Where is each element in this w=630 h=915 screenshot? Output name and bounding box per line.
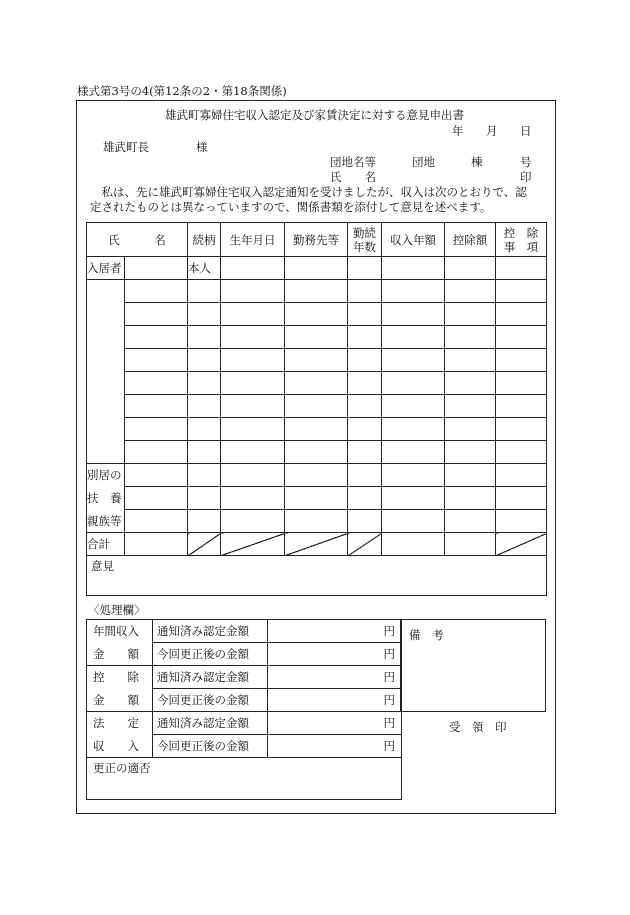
cell[interactable] (188, 349, 221, 372)
cell[interactable] (285, 280, 348, 303)
receipt-seal-label: 受 領 印 (449, 720, 507, 734)
body-line-2: 定されたものとは異なっていますので、関係書類を添付して意見を述べます。 (90, 200, 492, 214)
cell[interactable] (285, 326, 348, 349)
proc-mid: 通知済み認定金額 (153, 712, 268, 735)
cell[interactable] (496, 487, 547, 510)
proc-mid: 今回更正後の金額 (153, 643, 268, 666)
yen-unit: 円 (383, 739, 395, 753)
proc-amount[interactable] (268, 712, 402, 735)
cell[interactable] (221, 418, 285, 441)
cell[interactable] (382, 487, 445, 510)
tenure-cell[interactable] (348, 257, 382, 280)
cell[interactable] (348, 487, 382, 510)
date-day: 日 (520, 124, 532, 138)
table-row (87, 395, 547, 418)
resident-group-cell (87, 280, 125, 464)
cell[interactable] (382, 418, 445, 441)
cell[interactable] (125, 464, 188, 487)
processing-row (87, 620, 402, 643)
name-cell[interactable] (125, 257, 188, 280)
cell[interactable] (496, 418, 547, 441)
income-table (86, 222, 547, 596)
separate-label-1: 別居の (87, 464, 125, 487)
table-row (87, 326, 547, 349)
proc-left: 年間収入 (87, 620, 153, 643)
proc-left: 控 除 (87, 666, 153, 689)
processing-row (87, 735, 402, 758)
cell[interactable] (285, 349, 348, 372)
cell[interactable] (496, 464, 547, 487)
correction-cell[interactable] (87, 758, 402, 800)
cell[interactable] (348, 464, 382, 487)
yen-unit: 円 (383, 670, 395, 684)
header-deduction-items-2: 事 項 (503, 239, 539, 254)
cell[interactable] (221, 464, 285, 487)
cell[interactable] (496, 280, 547, 303)
table-row (87, 257, 547, 280)
addressee: 雄武町長 (103, 140, 149, 154)
cell[interactable] (125, 349, 188, 372)
cell[interactable] (221, 280, 285, 303)
cell[interactable] (496, 395, 547, 418)
work-cell[interactable] (285, 257, 348, 280)
table-row (87, 418, 547, 441)
header-row (87, 223, 547, 257)
cell[interactable] (445, 372, 496, 395)
header-workplace: 勤務先等 (285, 223, 348, 257)
danchi-label: 団地名等 (330, 155, 376, 169)
cell[interactable] (221, 349, 285, 372)
header-tenure-1: 勤続 (353, 225, 376, 240)
cell[interactable] (221, 326, 285, 349)
table-row (87, 510, 547, 533)
cell[interactable] (285, 441, 348, 464)
proc-amount[interactable] (268, 735, 402, 758)
cell[interactable] (445, 326, 496, 349)
cell[interactable] (348, 372, 382, 395)
opinion-cell[interactable] (87, 556, 547, 596)
total-label: 合計 (87, 533, 125, 556)
addressee-sama: 様 (196, 140, 208, 154)
table-row (87, 487, 547, 510)
resident-label: 入居者 (87, 257, 125, 280)
cell[interactable] (496, 303, 547, 326)
cell[interactable] (125, 303, 188, 326)
cell[interactable] (496, 510, 547, 533)
cell[interactable] (445, 418, 496, 441)
body-line-1: 私は、先に雄武町寡婦住宅収入認定通知を受けましたが、収入は次のとおりで、認 (90, 185, 527, 199)
cell[interactable] (445, 280, 496, 303)
cell[interactable] (285, 395, 348, 418)
diagonal-cell (348, 533, 382, 556)
opinion-label: 意見 (91, 559, 114, 573)
header-name: 氏 名 (87, 223, 188, 257)
table-row (87, 372, 547, 395)
cell[interactable] (445, 487, 496, 510)
header-annual-income: 収入年額 (382, 223, 445, 257)
seal-mark: 印 (520, 170, 532, 184)
header-deduction: 控除額 (445, 223, 496, 257)
table-row (87, 441, 547, 464)
proc-amount[interactable] (268, 689, 402, 712)
processing-table (86, 619, 402, 800)
proc-mid: 今回更正後の金額 (153, 689, 268, 712)
cell[interactable] (125, 372, 188, 395)
proc-amount[interactable] (268, 643, 402, 666)
cell[interactable] (348, 303, 382, 326)
date-month: 月 (486, 124, 498, 138)
total-deduction-cell[interactable] (445, 533, 496, 556)
cell[interactable] (188, 464, 221, 487)
cell[interactable] (188, 372, 221, 395)
cell[interactable] (496, 372, 547, 395)
processing-row (87, 689, 402, 712)
cell[interactable] (188, 326, 221, 349)
self-label: 本人 (188, 257, 221, 280)
cell[interactable] (445, 464, 496, 487)
cell[interactable] (348, 395, 382, 418)
cell[interactable] (445, 441, 496, 464)
header-relation: 続柄 (188, 223, 221, 257)
cell[interactable] (348, 349, 382, 372)
opinion-row (87, 556, 547, 596)
processing-row (87, 712, 402, 735)
proc-amount[interactable] (268, 666, 402, 689)
cell[interactable] (445, 349, 496, 372)
cell[interactable] (496, 441, 547, 464)
processing-row (87, 643, 402, 666)
header-tenure (348, 223, 382, 257)
header-birthdate: 生年月日 (221, 223, 285, 257)
cell[interactable] (496, 326, 547, 349)
cell[interactable] (382, 395, 445, 418)
cell[interactable] (188, 510, 221, 533)
proc-left: 収 入 (87, 735, 153, 758)
cell[interactable] (221, 395, 285, 418)
cell[interactable] (188, 441, 221, 464)
cell[interactable] (188, 280, 221, 303)
processing-label: 〈処理欄〉 (88, 603, 146, 617)
cell[interactable] (125, 395, 188, 418)
table-row (87, 303, 547, 326)
proc-amount[interactable] (268, 620, 402, 643)
cell[interactable] (221, 372, 285, 395)
cell[interactable] (382, 303, 445, 326)
proc-left: 金 額 (87, 643, 153, 666)
table-row (87, 280, 547, 303)
diagonal-cell (285, 533, 348, 556)
cell[interactable] (348, 280, 382, 303)
correction-label: 更正の適否 (93, 761, 151, 775)
processing-row (87, 666, 402, 689)
diagonal-cell (188, 533, 221, 556)
cell[interactable] (221, 487, 285, 510)
cell[interactable] (285, 372, 348, 395)
remarks-box[interactable] (400, 619, 546, 712)
cell[interactable] (221, 441, 285, 464)
yen-unit: 円 (383, 624, 395, 638)
cell[interactable] (125, 326, 188, 349)
date-year: 年 (452, 124, 464, 138)
proc-left: 金 額 (87, 689, 153, 712)
yen-unit: 円 (383, 647, 395, 661)
cell[interactable] (125, 280, 188, 303)
cell[interactable] (382, 326, 445, 349)
cell[interactable] (382, 349, 445, 372)
cell[interactable] (285, 510, 348, 533)
diagonal-cell (496, 533, 547, 556)
proc-left: 法 定 (87, 712, 153, 735)
proc-mid: 通知済み認定金額 (153, 620, 268, 643)
separate-label-3: 親族等 (87, 510, 125, 533)
cell[interactable] (382, 441, 445, 464)
deduction-cell[interactable] (445, 257, 496, 280)
cell[interactable] (382, 464, 445, 487)
cell[interactable] (125, 441, 188, 464)
total-row (87, 533, 547, 556)
income-cell[interactable] (382, 257, 445, 280)
cell[interactable] (285, 464, 348, 487)
cell[interactable] (285, 418, 348, 441)
cell[interactable] (348, 441, 382, 464)
to-word: 棟 (471, 155, 483, 169)
yen-unit: 円 (383, 693, 395, 707)
cell[interactable] (382, 372, 445, 395)
cell[interactable] (348, 418, 382, 441)
go-word: 号 (520, 155, 532, 169)
cell[interactable] (188, 395, 221, 418)
cell[interactable] (221, 303, 285, 326)
proc-mid: 今回更正後の金額 (153, 735, 268, 758)
cell[interactable] (188, 418, 221, 441)
header-deduction-items (496, 223, 547, 257)
form-number: 様式第3号の4(第12条の2・第18条関係) (77, 84, 287, 98)
header-deduction-items-1: 控 除 (503, 225, 539, 240)
cell[interactable] (188, 303, 221, 326)
separate-label-2: 扶 養 (87, 487, 125, 510)
cell[interactable] (285, 487, 348, 510)
cell[interactable] (445, 303, 496, 326)
diagonal-cell (221, 533, 285, 556)
remarks-label: 備 考 (409, 628, 444, 642)
yen-unit: 円 (383, 716, 395, 730)
header-tenure-2: 年数 (353, 239, 376, 254)
cell[interactable] (188, 487, 221, 510)
table-row (87, 464, 547, 487)
cell[interactable] (382, 280, 445, 303)
danchi-word: 団地 (412, 155, 435, 169)
form-title: 雄武町寡婦住宅収入認定及び家賃決定に対する意見申出書 (165, 108, 464, 122)
cell[interactable] (382, 510, 445, 533)
cell[interactable] (496, 349, 547, 372)
cell (125, 533, 188, 556)
cell[interactable] (445, 510, 496, 533)
total-income-cell[interactable] (382, 533, 445, 556)
cell[interactable] (285, 303, 348, 326)
deduction-item-cell[interactable] (496, 257, 547, 280)
cell[interactable] (348, 510, 382, 533)
cell[interactable] (348, 326, 382, 349)
table-row (87, 349, 547, 372)
cell[interactable] (221, 510, 285, 533)
name-label: 氏 名 (330, 170, 376, 184)
correction-row (87, 758, 402, 800)
cell[interactable] (125, 487, 188, 510)
birth-cell[interactable] (221, 257, 285, 280)
cell[interactable] (125, 418, 188, 441)
proc-mid: 通知済み認定金額 (153, 666, 268, 689)
cell[interactable] (125, 510, 188, 533)
cell[interactable] (445, 395, 496, 418)
